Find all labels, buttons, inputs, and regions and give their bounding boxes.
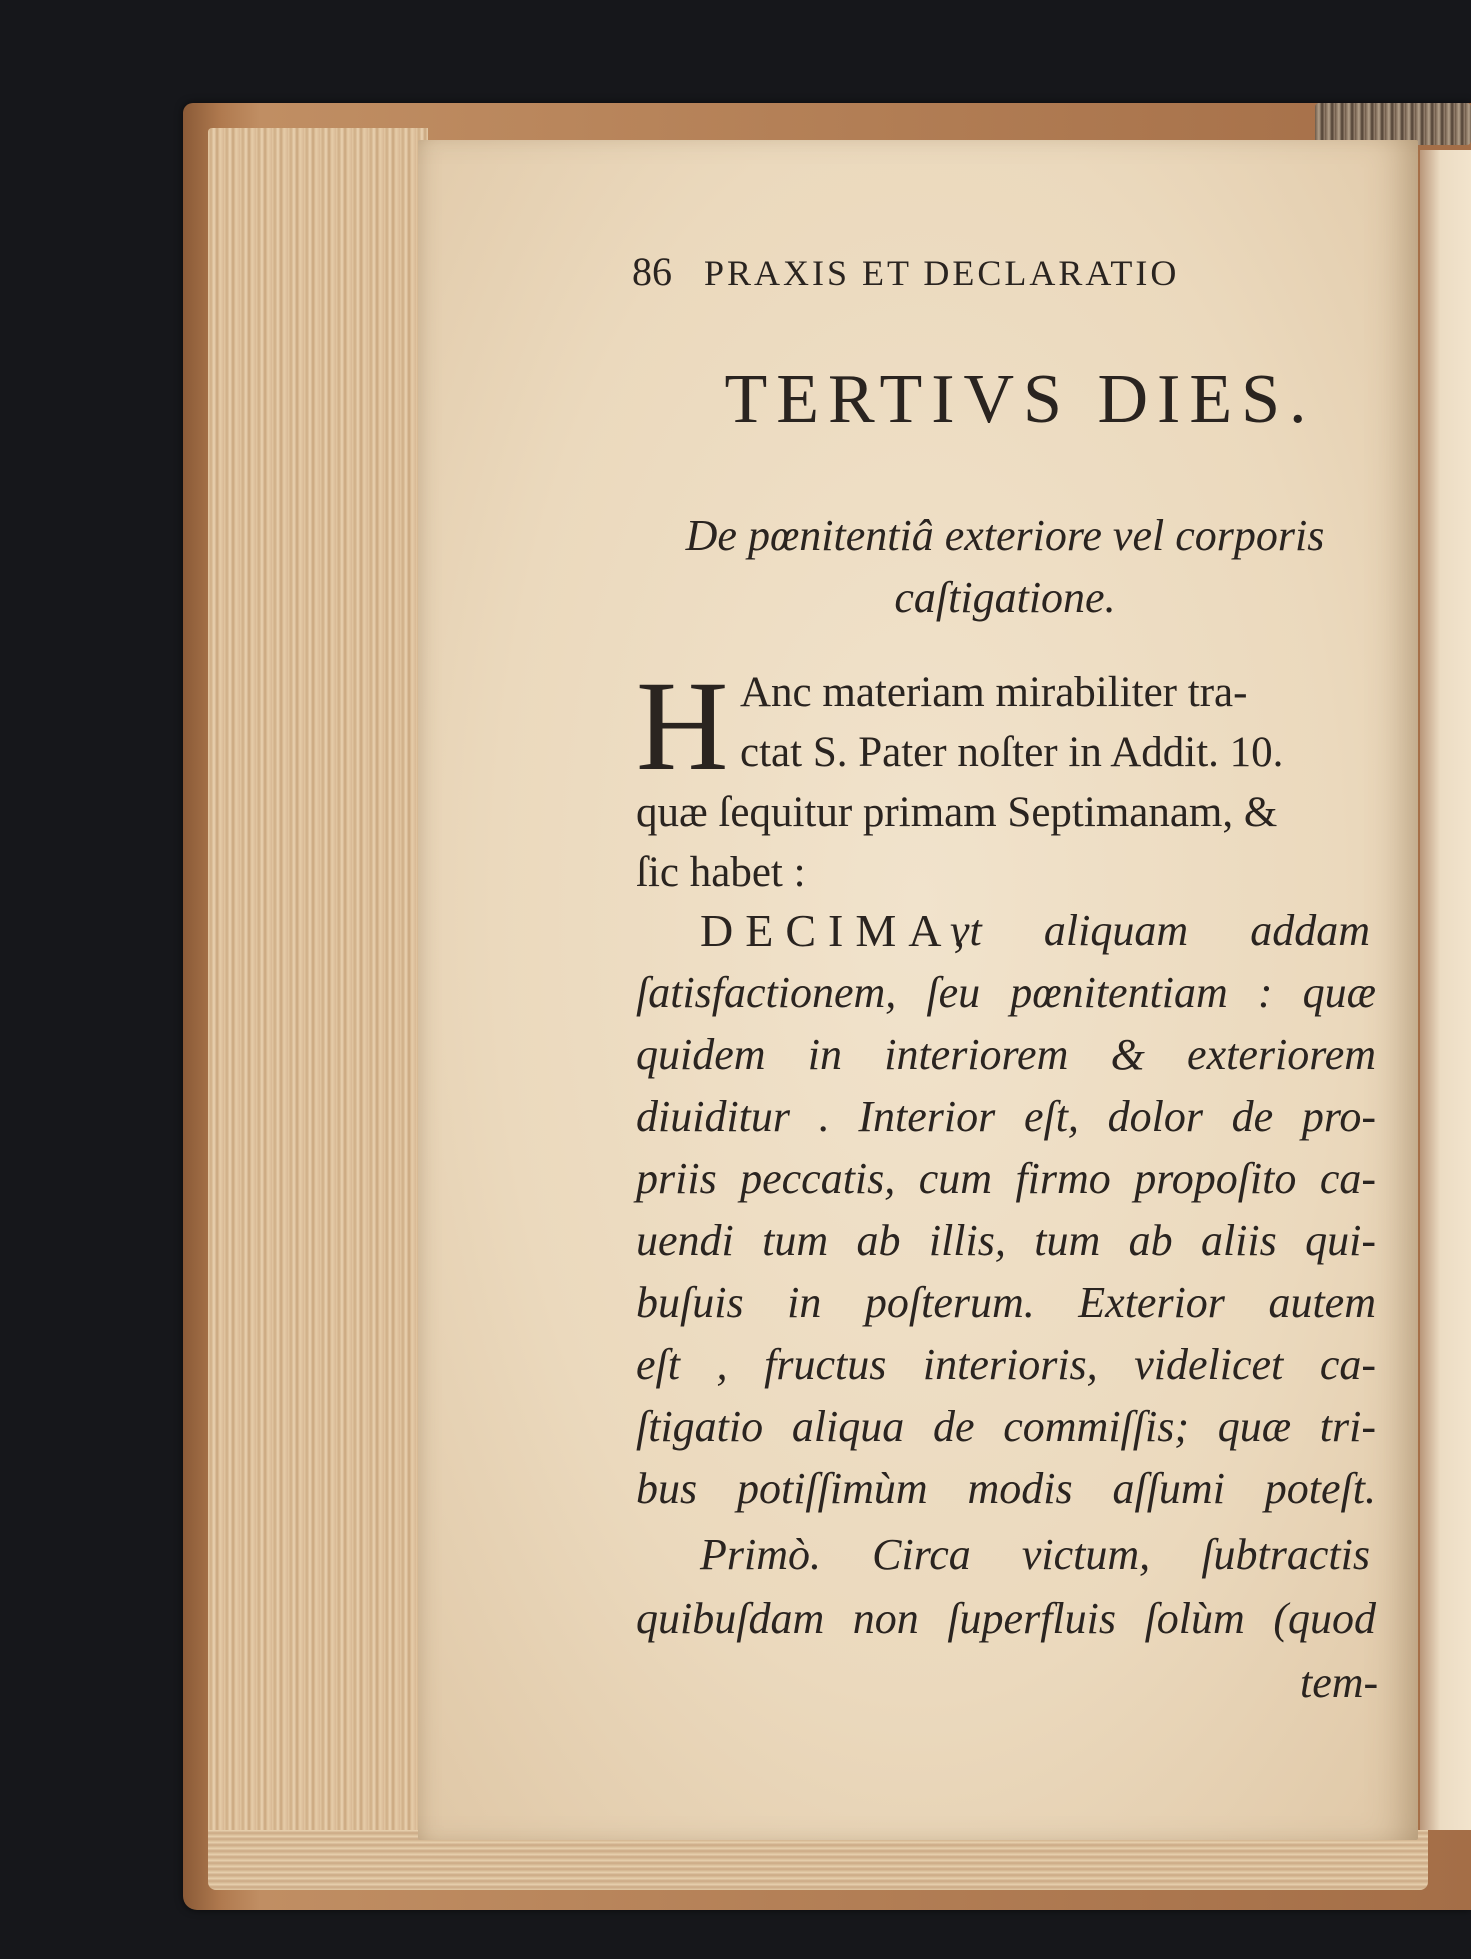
quote-line: bus potiſſimùm modis aſſumi poteſt. <box>636 1464 1376 1513</box>
quote-line: uendi tum ab illis, tum ab aliis qui- <box>636 1216 1376 1265</box>
running-head-text: PRAXIS ET DECLARATIO <box>704 253 1180 293</box>
intro-line: ſic habet : <box>636 849 806 896</box>
quote-line: Primò. Circa victum, ſubtractis <box>700 1530 1370 1579</box>
quote-line: diuiditur . Interior eſt, dolor de pro- <box>636 1092 1376 1141</box>
subtitle-line: caſtigatione. <box>894 573 1116 622</box>
chapter-subtitle <box>640 505 1370 629</box>
quote-line: quidem in interiorem & exteriorem <box>636 1030 1376 1079</box>
book-spine-top <box>1315 103 1471 145</box>
quote-line: ſtigatio aliqua de commiſſis; quæ tri- <box>636 1402 1376 1451</box>
quote-line: quibuſdam non ſuperfluis ſolùm (quod <box>636 1594 1376 1643</box>
drop-cap: H <box>636 655 729 797</box>
quote-line: buſuis in poſterum. Exterior autem <box>636 1278 1376 1327</box>
catchword: tem- <box>1300 1658 1379 1707</box>
page-edges-left <box>208 128 428 1880</box>
quote-line: vt aliquam addam <box>950 906 1370 955</box>
intro-line: Anc materiam mirabiliter tra- <box>740 669 1248 716</box>
intro-line: quæ ſequitur primam Septimanam, & <box>636 789 1278 836</box>
chapter-title: TERTIVS DIES. <box>724 361 1316 438</box>
decima-lead <box>700 900 977 963</box>
running-head <box>632 248 1292 295</box>
quote-line: ſatisfactionem, ſeu pœnitentiam : quæ <box>636 968 1376 1017</box>
intro-line: ctat S. Pater noſter in Addit. 10. <box>740 729 1284 776</box>
page-number: 86 <box>632 249 672 294</box>
subtitle-line: De pœnitentiâ exteriore vel corporis <box>685 511 1325 560</box>
quote-line: priis peccatis, cum firmo propoſito ca- <box>636 1154 1376 1203</box>
quote-line: eſt , fructus interioris, videlicet ca- <box>636 1340 1376 1389</box>
decima-word: DECIMA, <box>700 905 977 956</box>
facing-page <box>1420 150 1471 1830</box>
